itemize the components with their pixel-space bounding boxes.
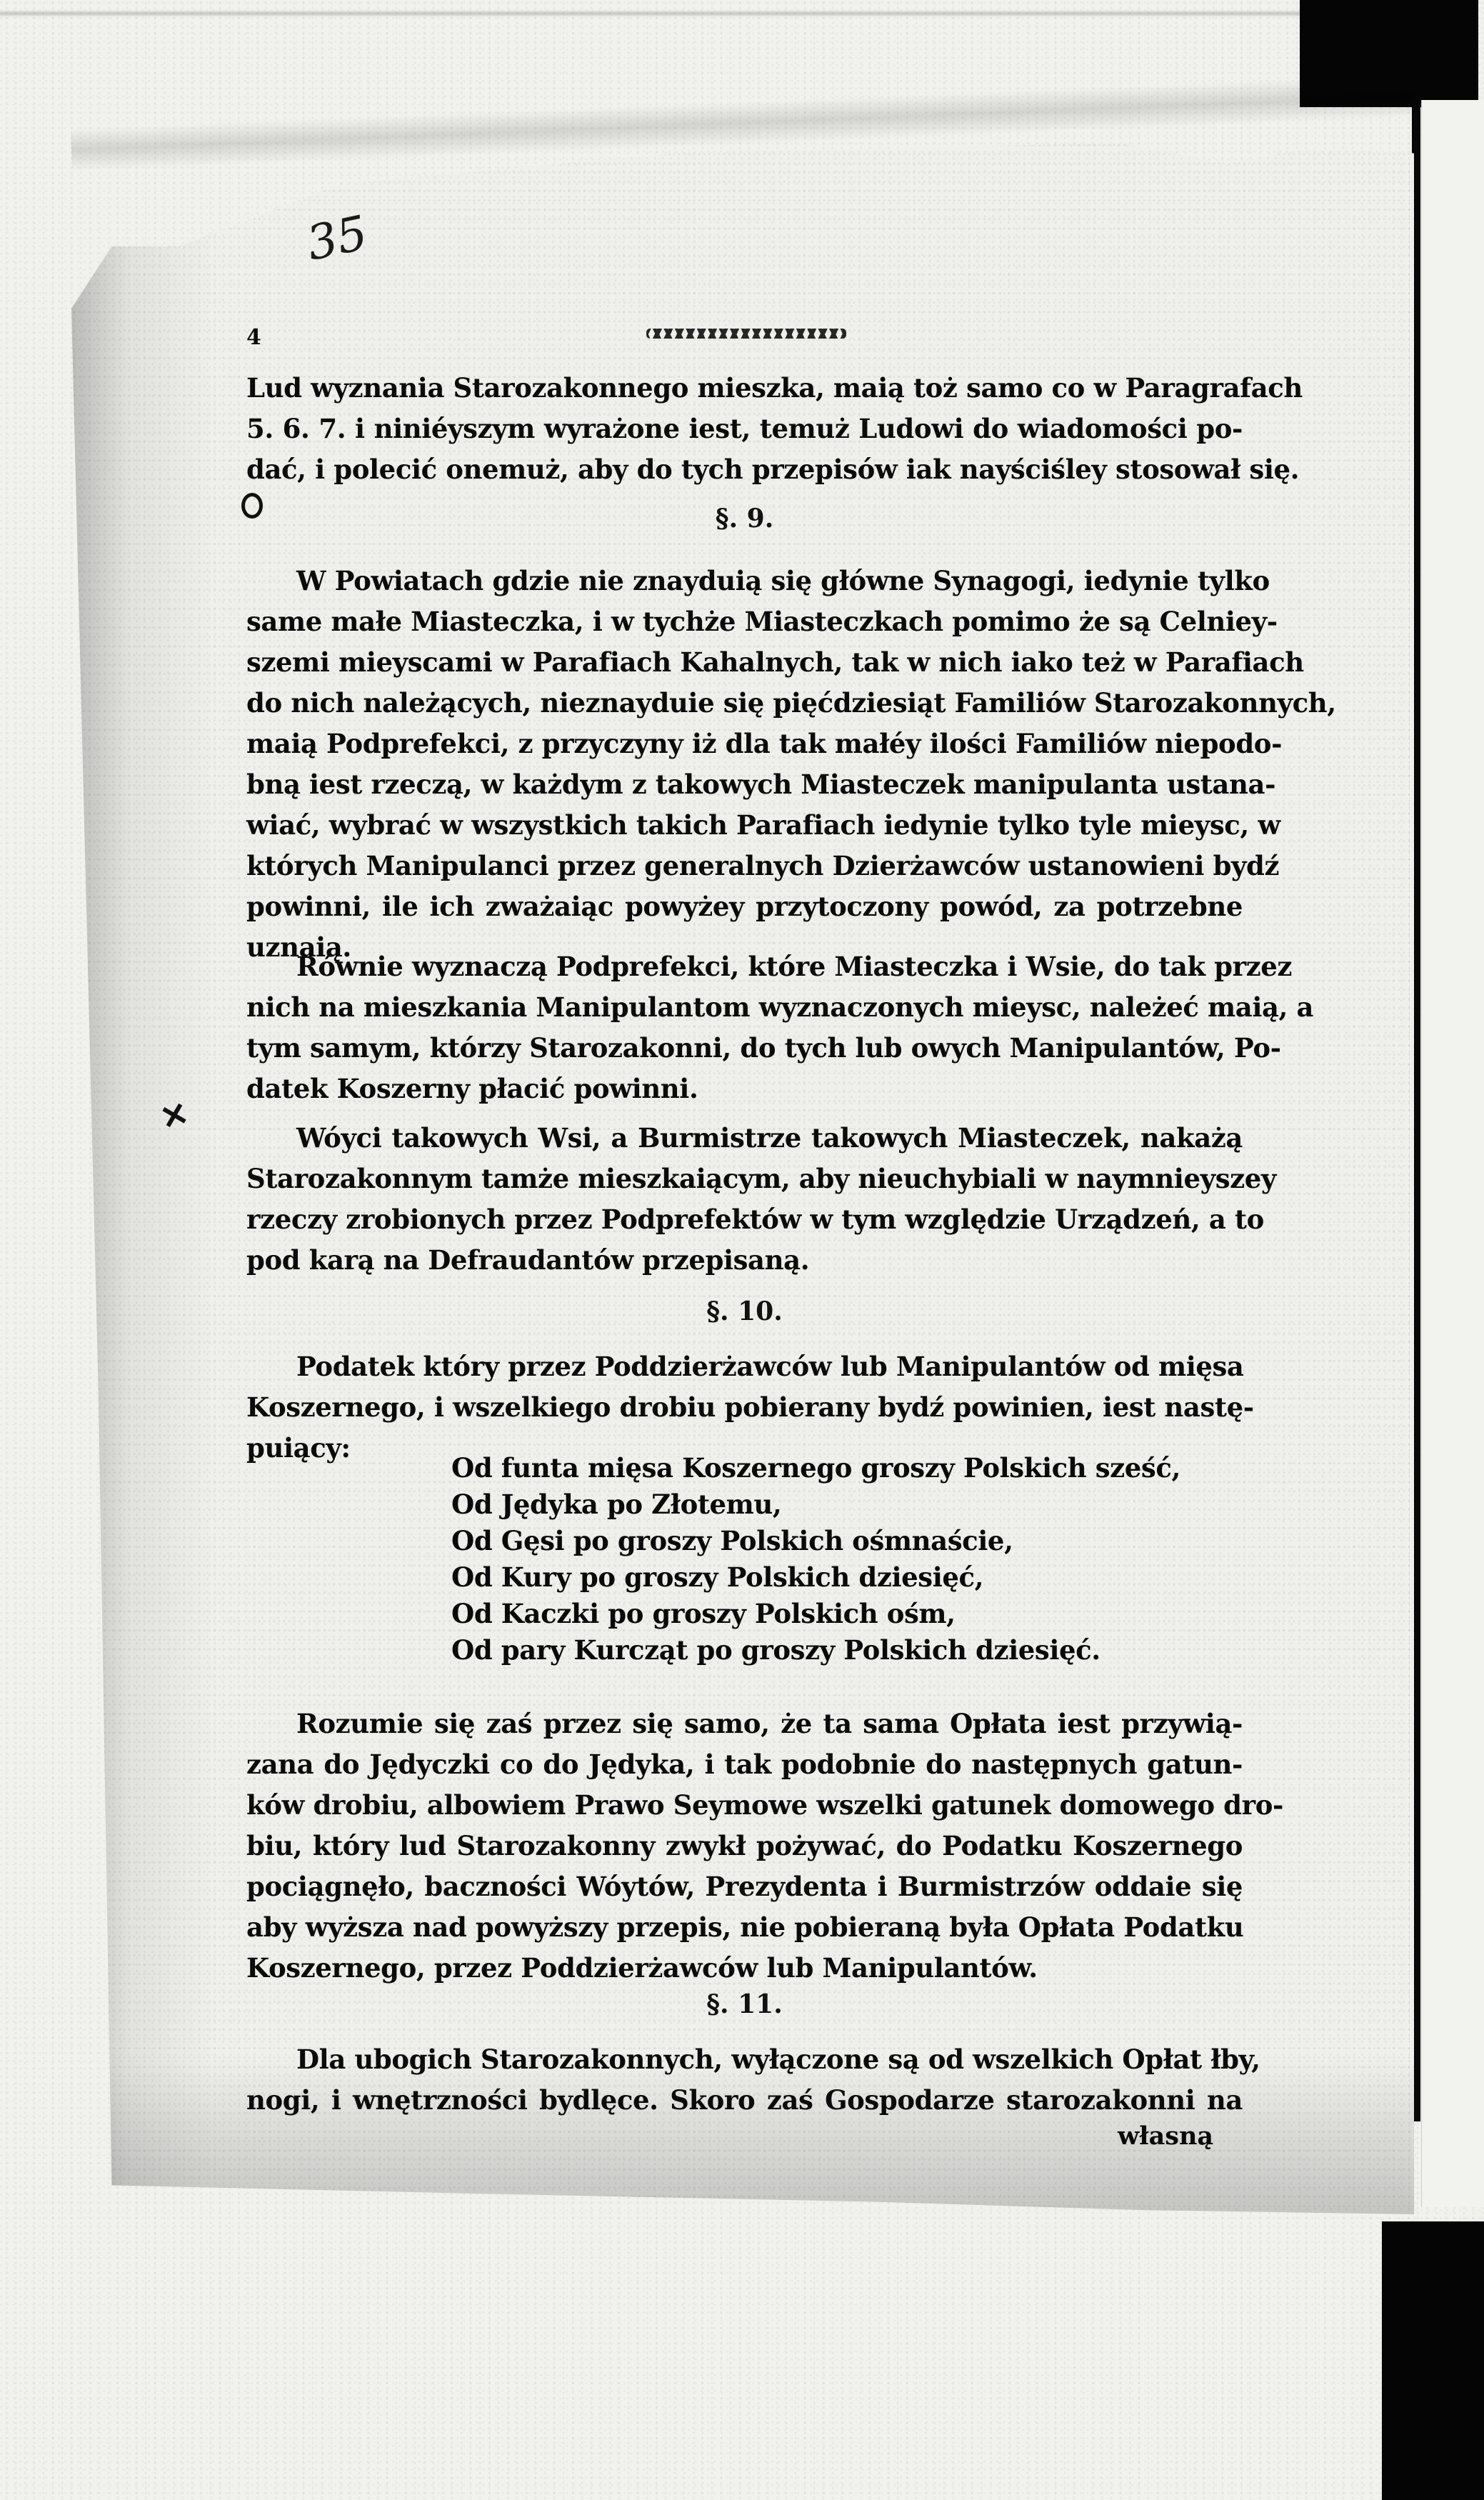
text-line: Wóyci takowych Wsi, a Burmistrze takowych Miasteczek, nakażą bbox=[296, 1122, 1243, 1154]
text-line: Koszernego, i wszelkiego drobiu pobierany bydź powinien, iest nastę- bbox=[246, 1391, 1254, 1423]
text-line: rzeczy zrobionych przez Podprefektów w tym względzie Urządzeń, a to bbox=[246, 1204, 1264, 1235]
text-line: W Powiatach gdzie nie znayduią się główne Synagogi, iedynie tylko bbox=[296, 565, 1270, 596]
rate-item-meat: Od funta mięsa Koszernego groszy Polskich sześć, bbox=[451, 1452, 1180, 1484]
text-line: Rozumie się zaś przez się samo, że ta sama Opłata iest przywią- bbox=[296, 1708, 1243, 1739]
text-line: nogi, i wnętrzności bydlęce. Skoro zaś Gospodarze starozakonni na bbox=[246, 2084, 1243, 2116]
text-line: biu, który lud Starozakonny zwykł pożywać, do Podatku Koszernego bbox=[246, 1830, 1243, 1861]
section-heading-10: §. 10. bbox=[706, 1296, 783, 1326]
rate-item-chickens: Od pary Kurcząt po groszy Polskich dziesięć. bbox=[451, 1634, 1101, 1666]
section-10-closing-paragraph bbox=[246, 1704, 1283, 1989]
text-line: Równie wyznaczą Podprefekci, które Miasteczka i Wsie, do tak przez bbox=[296, 951, 1293, 982]
text-line: aby wyższa nad powyższy przepis, nie pobieraną była Opłata Podatku bbox=[246, 1911, 1244, 1943]
text-line: Lud wyznania Starozakonnego mieszka, maią toż samo co w Paragrafach bbox=[246, 372, 1303, 404]
adjacent-page-edge bbox=[1421, 100, 1484, 2207]
section-heading-11: §. 11. bbox=[706, 1989, 783, 2019]
page-gutter-shadow-bottom bbox=[1382, 2221, 1484, 2500]
text-line: 5. 6. 7. i niniéyszym wyrażone iest, temuż Ludowi do wiadomości po- bbox=[246, 413, 1243, 444]
handwritten-folio-number: 35 bbox=[301, 205, 373, 271]
text-line: powinni, ile ich zważaiąc powyżey przytoczony powód, za potrzebne bbox=[246, 891, 1243, 922]
text-line: datek Koszerny płacić powinni. bbox=[246, 1073, 698, 1104]
section-9-paragraph-2 bbox=[246, 946, 1314, 1109]
section-heading-9: §. 9. bbox=[715, 504, 774, 534]
rate-item-hen: Od Kury po groszy Polskich dziesięć, bbox=[451, 1561, 984, 1593]
rate-item-turkey: Od Jędyka po Złotemu, bbox=[451, 1489, 782, 1520]
text-line: dać, i polecić onemuż, aby do tych przepisów iak nayściśley stosował się. bbox=[246, 454, 1300, 485]
text-line: puiący: bbox=[246, 1432, 351, 1464]
text-line: Koszernego, przez Poddzierżawców lub Manipulantów. bbox=[246, 1952, 1038, 1984]
text-line: Starozakonnym tamże mieszkaiącym, aby nieuchybiali w naymnieyszey bbox=[246, 1163, 1276, 1194]
text-line: ków drobiu, albowiem Prawo Seymowe wszelki gatunek domowego dro- bbox=[246, 1789, 1283, 1821]
page-number: 4 bbox=[246, 325, 261, 350]
catchword: własną bbox=[1118, 2121, 1214, 2151]
text-line: zana do Jędyczki co do Jędyka, i tak podobnie do następnych gatun- bbox=[246, 1749, 1243, 1780]
section-9-paragraph-3 bbox=[246, 1118, 1276, 1281]
text-line: do nich należących, nieznayduie się pięćdziesiąt Familiów Starozakonnych, bbox=[246, 687, 1336, 719]
text-line: uznaią. bbox=[246, 931, 351, 963]
text-line: same małe Miasteczka, i w tychże Miasteczkach pomimo że są Celniey- bbox=[246, 606, 1278, 637]
rate-item-duck: Od Kaczki po groszy Polskich ośm, bbox=[451, 1598, 956, 1629]
kosher-tax-rate-list bbox=[451, 1450, 1180, 1669]
header-ornament-icon bbox=[646, 325, 846, 342]
margin-cross-mark-icon: ✕ bbox=[156, 1093, 193, 1139]
text-line: bną iest rzeczą, w każdym z takowych Miasteczek manipulanta ustana- bbox=[246, 769, 1276, 800]
text-line: Podatek który przez Poddzierżawców lub Manipulantów od mięsa bbox=[296, 1351, 1244, 1382]
section-9-paragraph-1 bbox=[246, 561, 1336, 968]
scanner-fold-line bbox=[0, 10, 1300, 17]
rate-item-goose: Od Gęsi po groszy Polskich ośmnaście, bbox=[451, 1525, 1013, 1556]
text-line: pociągnęło, baczności Wóytów, Prezydenta i Burmistrzów oddaie się bbox=[246, 1871, 1243, 1902]
text-line: których Manipulanci przez generalnych Dzierżawców ustanowieni bydź bbox=[246, 850, 1280, 881]
opening-paragraph bbox=[246, 368, 1303, 490]
text-line: wiać, wybrać w wszystkich takich Parafiach iedynie tylko tyle mieysc, w bbox=[246, 809, 1280, 841]
text-line: maią Podprefekci, z przyczyny iż dla tak małéy ilości Familiów niepodo- bbox=[246, 728, 1283, 759]
text-line: nich na mieszkania Manipulantom wyznaczonych mieysc, należeć maią, a bbox=[246, 991, 1314, 1023]
text-line: szemi mieyscami w Parafiach Kahalnych, tak w nich iako też w Parafiach bbox=[246, 646, 1304, 678]
text-line: tym samym, którzy Starozakonni, do tych lub owych Manipulantów, Po- bbox=[246, 1032, 1281, 1064]
section-11-paragraph-1 bbox=[246, 2039, 1260, 2121]
text-line: Dla ubogich Starozakonnych, wyłączone są od wszelkich Opłat łby, bbox=[296, 2044, 1260, 2075]
text-line: pod karą na Defraudantów przepisaną. bbox=[246, 1244, 810, 1276]
